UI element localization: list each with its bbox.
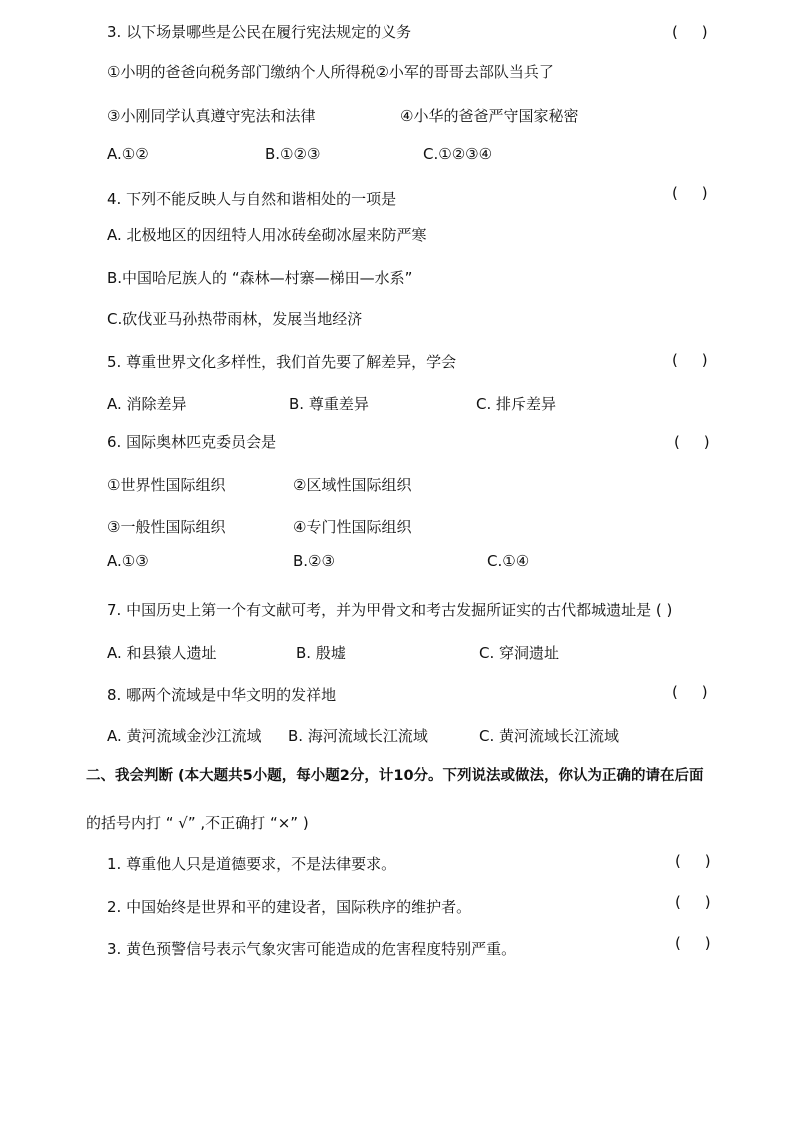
q6-stem: 6. 国际奥林匹克委员会是 [107, 433, 277, 451]
q3-option-a: A.①② [107, 145, 149, 163]
q8-option-b: B. 海河流域长江流域 [288, 727, 428, 745]
q6-option-c: C.①④ [487, 552, 530, 570]
q8-option-c: C. 黄河流域长江流域 [479, 727, 620, 745]
judge-item-3-paren: ( ) [675, 934, 711, 952]
q7-option-c: C. 穿洞遗址 [479, 644, 560, 662]
section2-heading-cont: 的括号内打 “ √” ,不正确打 “×” ) [86, 814, 309, 832]
q5-answer-paren: ( ) [672, 351, 708, 369]
q3-option-c: C.①②③④ [423, 145, 493, 163]
q4-answer-paren: ( ) [672, 184, 708, 202]
q3-item-3: ④小华的爸爸严守国家秘密 [400, 107, 579, 125]
q8-stem: 8. 哪两个流域是中华文明的发祥地 [107, 686, 337, 704]
q5-option-c: C. 排斥差异 [476, 395, 557, 413]
judge-item-2: 2. 中国始终是世界和平的建设者，国际秩序的维护者。 [107, 898, 472, 916]
q6-item-1: ①世界性国际组织 [107, 476, 226, 494]
q5-option-a: A. 消除差异 [107, 395, 187, 413]
q6-item-2: ②区域性国际组织 [293, 476, 412, 494]
judge-item-1-paren: ( ) [675, 852, 711, 870]
q5-option-b: B. 尊重差异 [289, 395, 369, 413]
judge-item-3: 3. 黄色预警信号表示气象灾害可能造成的危害程度特别严重。 [107, 940, 517, 958]
q7-stem: 7. 中国历史上第一个有文献可考，并为甲骨文和考古发掘所证实的古代都城遗址是 ( ) [107, 601, 673, 619]
q3-option-b: B.①②③ [265, 145, 321, 163]
q3-item-2: ③小刚同学认真遵守宪法和法律 [107, 107, 316, 125]
q5-stem: 5. 尊重世界文化多样性，我们首先要了解差异，学会 [107, 353, 457, 371]
q7-option-b: B. 殷墟 [296, 644, 346, 662]
q6-option-b: B.②③ [293, 552, 335, 570]
q4-option-b: B.中国哈尼族人的 “森林—村寨—梯田—水系” [107, 269, 413, 287]
q7-option-a: A. 和县猿人遗址 [107, 644, 217, 662]
q8-option-a: A. 黄河流域金沙江流域 [107, 727, 262, 745]
section2-heading: 二、我会判断 (本大题共5小题，每小题2分，计10分。下列说法或做法，你认为正确的请在后面 [86, 768, 704, 784]
q6-item-4: ④专门性国际组织 [293, 518, 412, 536]
q4-stem: 4. 下列不能反映人与自然和谐相处的一项是 [107, 190, 397, 208]
q6-item-3: ③一般性国际组织 [107, 518, 226, 536]
q6-answer-paren: ( ) [674, 433, 710, 451]
q3-answer-paren: ( ) [672, 23, 708, 41]
q8-answer-paren: ( ) [672, 683, 708, 701]
q4-option-c: C.砍伐亚马孙热带雨林，发展当地经济 [107, 310, 363, 328]
q4-option-a: A. 北极地区的因纽特人用冰砖垒砌冰屋来防严寒 [107, 226, 427, 244]
q3-stem: 3. 以下场景哪些是公民在履行宪法规定的义务 [107, 23, 412, 41]
judge-item-1: 1. 尊重他人只是道德要求，不是法律要求。 [107, 855, 397, 873]
q3-item-1: ①小明的爸爸向税务部门缴纳个人所得税②小军的哥哥去部队当兵了 [107, 63, 554, 81]
judge-item-2-paren: ( ) [675, 893, 711, 911]
q6-option-a: A.①③ [107, 552, 149, 570]
